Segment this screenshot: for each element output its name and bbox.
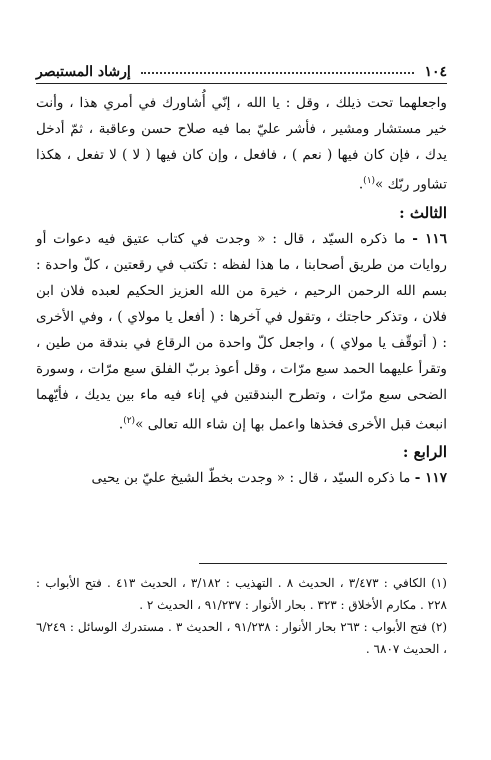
paragraph-end: . (118, 416, 124, 433)
paragraph-text: واجعلهما تحت ذيلك ، وقل : يا الله ، إنّي أُشاورك في أمري هذا ، وأنت خير مستشار ومشير ، فأشر عليّ بما فيه صلاح حسن وعاقبة ، ثمّ أدخل يدك ، فإن كان فيها ( نعم ) ، فافعل ، وإن كان فيها ( لا ) لا تفعل ، هكذا تشاور ربّك » (36, 95, 447, 193)
paragraph-text: ما ذكره السيّد ، قال : « وجدت بخطّ الشيخ عليّ بن يحيى (91, 470, 411, 487)
section-heading-fourth: الرابع : (402, 443, 447, 462)
footnote-ref: (١) (363, 176, 376, 186)
paragraph-text: ما ذكره السيّد ، قال : « وجدت في كتاب عتيق فيه دعوات أو روايات من طريق أصحابنا ، ما هذا لفظه : تكتب في رقعتين ، كلّ واحدة : بسم الله الرحمن الرحيم ، خيرة من الله العزيز الحكيم لعبده فلان ابن فلان ، وتذكر حاجتك ، وتقول في آخرها : ( أفعل يا مولاي ) ، وفي الأخرى : ( أتوقّف يا مولاي ) ، واجعل كلّ واحدة من الرقاع في بندقة من طين ، وتقرأ عليهما الحمد سبع مرّات ، وقل أعوذ بربّ الفلق سبع مرّات ، وسورة الضحى سبع مرّات ، وتطرح البندقتين في إناء فيه ماء بين يديك ، فأيّهما انبعث قبل الأخرى فخذها واعمل بها إن شاء الله تعالى » (36, 230, 447, 433)
main-text (36, 90, 447, 491)
hadith-number: ١١٦ - (412, 230, 448, 247)
hadith-number: ١١٧ - (414, 470, 447, 487)
footnote-separator (199, 563, 447, 564)
paragraph-continuation (36, 90, 447, 198)
footnote-2: (٢) فتح الأبواب : ٢٦٣ بحار الأنوار : ٩١/٢٣٨ ، الحديث ٣ . مستدرك الوسائل : ٦/٢٤٩ ، الحديث ٦٨٠٧ . (36, 620, 448, 656)
footnote-ref: (٢) (123, 415, 136, 426)
page-number: ١٠٤ (424, 64, 447, 80)
hadith-116 (36, 226, 447, 438)
paragraph-end: . (358, 176, 364, 193)
book-title: إرشاد المستبصر (36, 64, 131, 80)
running-header (36, 56, 447, 84)
header-dots (141, 72, 415, 74)
footnote-1: (١) الكافي : ٣/٤٧٣ ، الحديث ٨ . التهذيب : ٣/١٨٢ ، الحديث ٤١٣ . فتح الأبواب : ٢٢٨ . مكارم الأخلاق : ٣٢٣ . بحار الأنوار : ٩١/٢٣٧ ، الحديث ٢ . (36, 576, 447, 612)
section-heading-third: الثالث : (399, 203, 447, 222)
hadith-117 (36, 465, 447, 491)
footnotes (36, 572, 447, 660)
